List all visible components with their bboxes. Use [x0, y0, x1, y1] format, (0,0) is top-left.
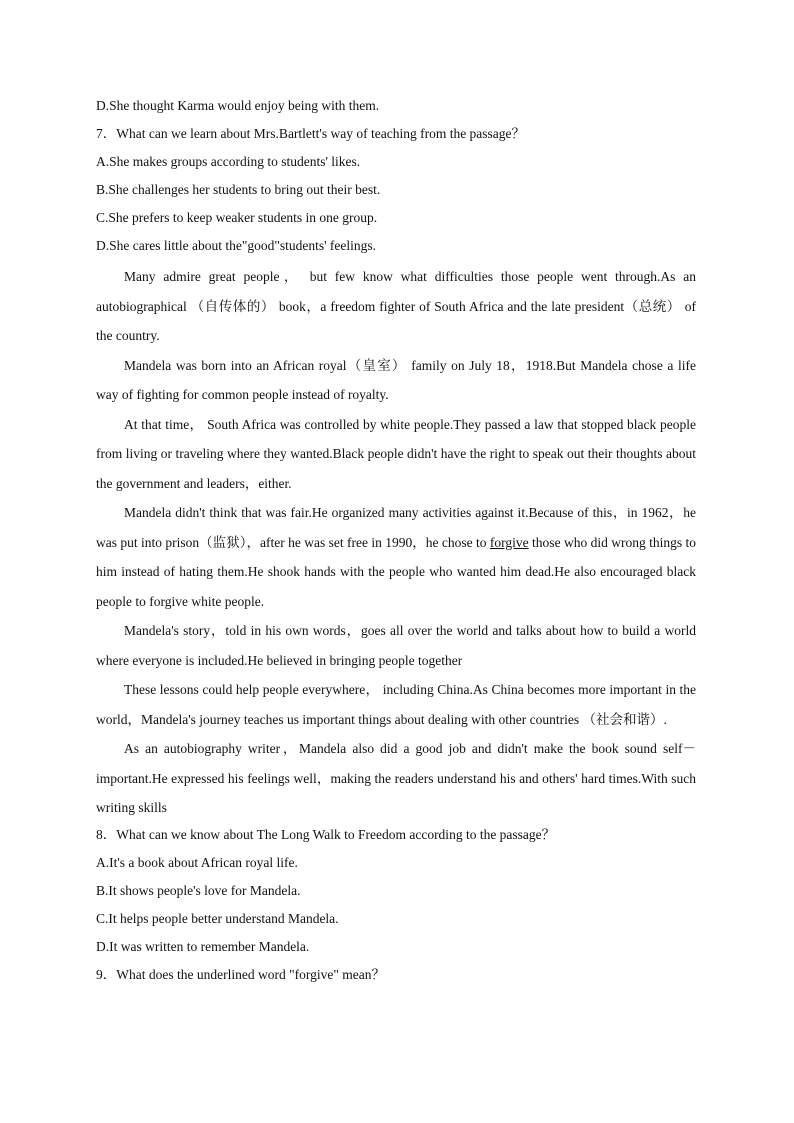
passage-paragraph-6: These lessons could help people everywhere， including China.As China becomes more important in the world，Mandela's journey teaches us important things about dealing with other countries （社会和谐）.	[96, 682, 696, 727]
q8-option-b: B.It shows people's love for Mandela.	[96, 882, 301, 898]
q7-option-b: B.She challenges her students to bring out their best.	[96, 182, 381, 197]
q8-option-c: C.It helps people better understand Mandela.	[96, 910, 339, 926]
passage-paragraph-3: At that time， South Africa was controlled by white people.They passed a law that stopped black people from living or traveling where they wanted.Black people didn't have the right to speak out their thoughts about the government and leaders，either.	[96, 416, 696, 491]
q7-option-d: D.She cares little about the"good"students' feelings.	[96, 238, 377, 253]
paragraph-4-text-b: those who did wrong things to him instead of hating them.He shook hands with the people who wanted him dead.He also encouraged black people to forgive white people.	[96, 534, 696, 609]
q8-option-a: A.It's a book about African royal life.	[96, 854, 298, 870]
underlined-word-forgive: forgive	[489, 534, 529, 550]
q8-option-d: D.It was written to remember Mandela.	[96, 938, 310, 954]
q7-question: 7．What can we learn about Mrs.Bartlett's way of teaching from the passage？	[96, 126, 526, 141]
passage-paragraph-4	[96, 498, 696, 616]
paragraph-4-text-a: Mandela didn't think that was fair.He organized many activities against it.Because of this，in 1962，he was put into prison（监狱），after he was set free in 1990，he chose to	[96, 505, 696, 550]
document-page	[96, 94, 696, 991]
passage-paragraph-1: Many admire great people， but few know what difficulties those people went through.As an autobiographical （自传体的） book，a freedom fighter of South Africa and the late president（总统） of the country.	[96, 269, 696, 343]
q7-option-a: A.She makes groups according to students' likes.	[96, 154, 361, 169]
passage-paragraph-2: Mandela was born into an African royal（皇室） family on July 18，1918.But Mandela chose a life way of fighting for common people instead of royalty.	[96, 357, 696, 402]
q7-option-c: C.She prefers to keep weaker students in one group.	[96, 210, 378, 225]
q9-question: 9．What does the underlined word "forgive" mean？	[96, 966, 385, 982]
q8-question: 8．What can we know about The Long Walk to Freedom according to the passage？	[96, 826, 556, 842]
passage-paragraph-5: Mandela's story，told in his own words，goes all over the world and talks about how to build a world where everyone is included.He believed in bringing people together	[96, 623, 696, 668]
q6-option-d: D.She thought Karma would enjoy being with them.	[96, 98, 380, 113]
passage-paragraph-7: As an autobiography writer，Mandela also did a good job and didn't make the book sound self－important.He expressed his feelings well，making the readers understand his and others' hard times.With such writing skills	[96, 741, 696, 815]
